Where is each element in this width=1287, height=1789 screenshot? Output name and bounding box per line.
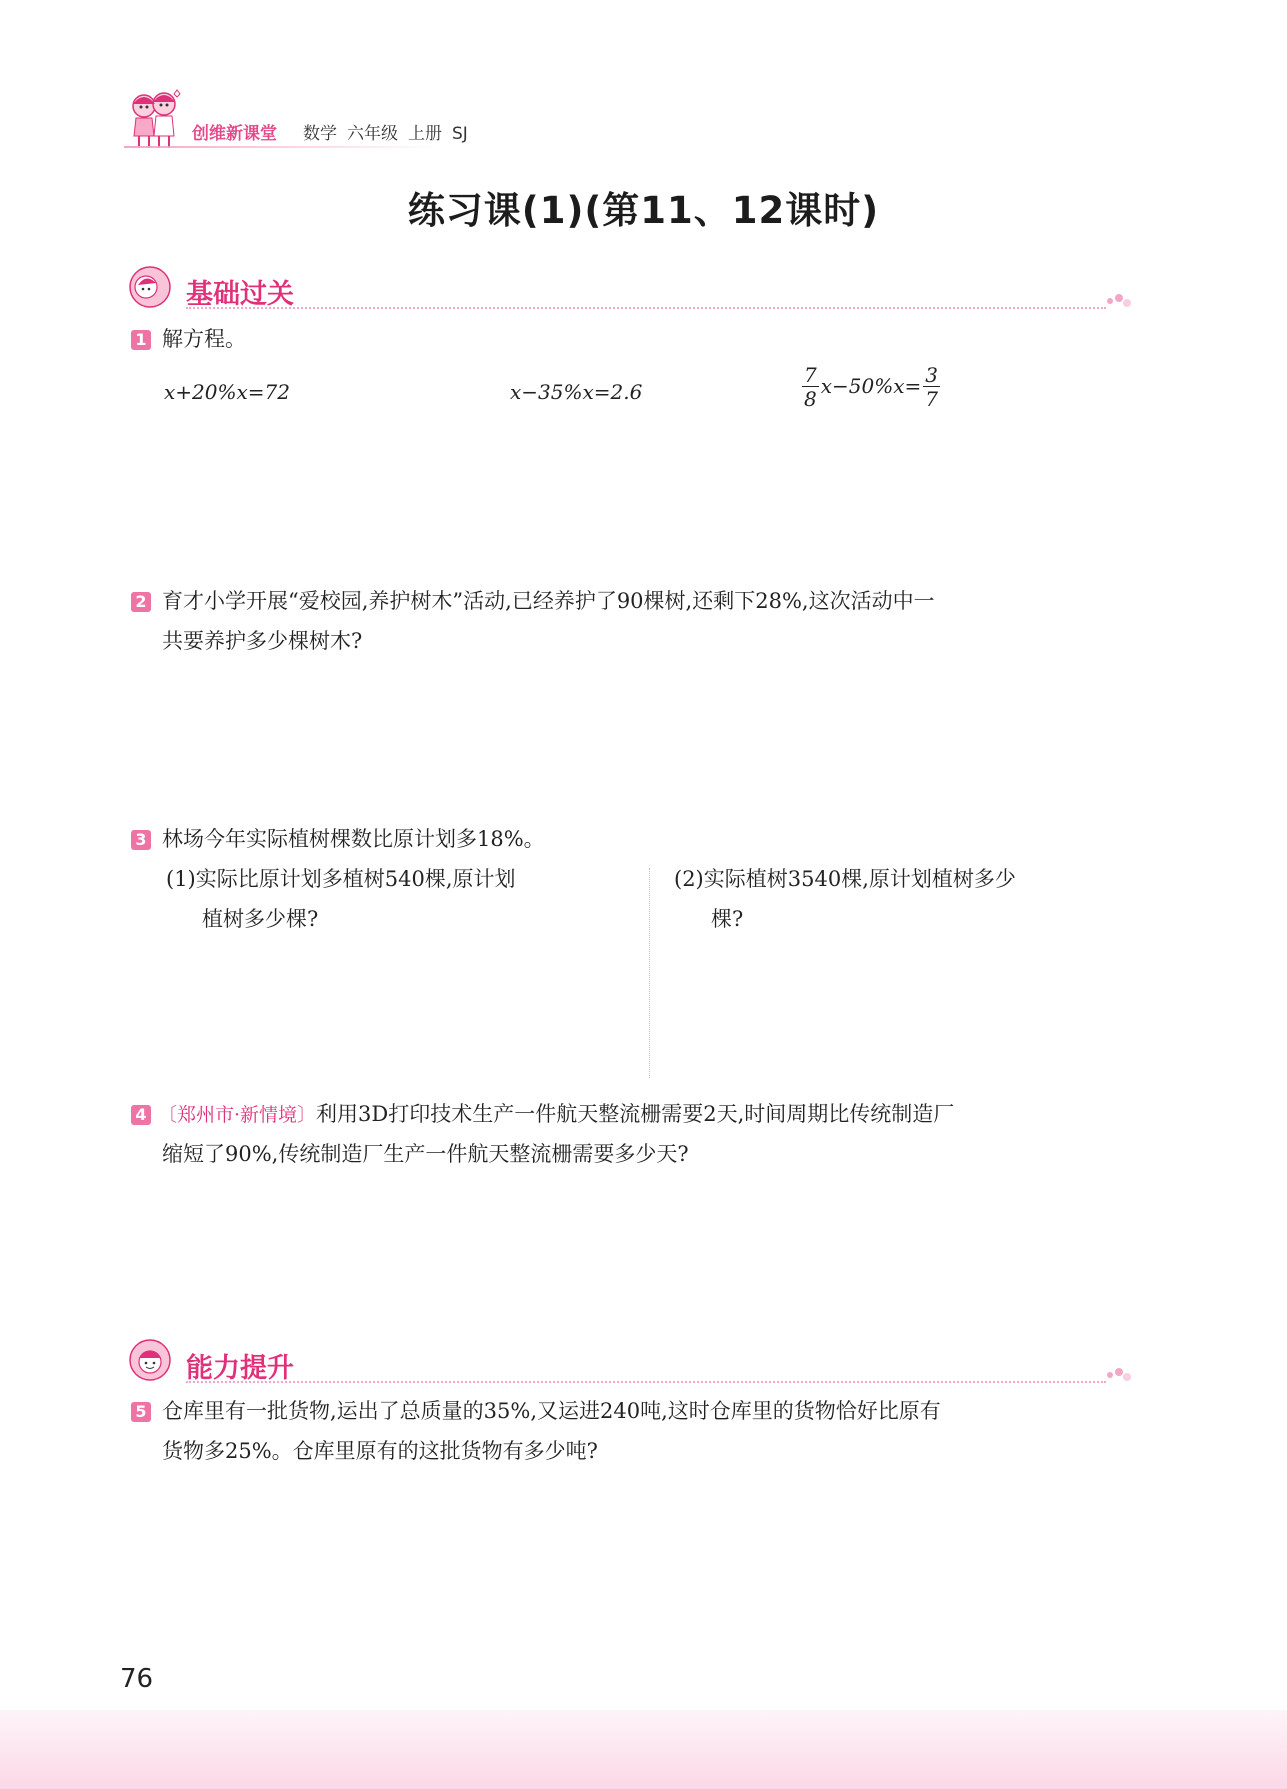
- question-3-sub-2-line-2: 棵?: [711, 907, 744, 931]
- decorative-dots-icon: [1106, 1368, 1132, 1382]
- question-number-badge: 5: [131, 1402, 151, 1422]
- volume: 上册: [408, 124, 442, 144]
- fraction-denominator: 7: [925, 387, 938, 411]
- question-1-text: 解方程。: [162, 327, 246, 351]
- question-number-badge: 4: [131, 1105, 151, 1125]
- brand-name: 创维新课堂: [192, 124, 277, 144]
- equation-middle: x−50%x=: [820, 374, 922, 398]
- section-advanced-divider: [186, 1381, 1106, 1383]
- globe-girl-icon: [128, 265, 172, 309]
- question-5-line-2: 货物多25%。仓库里原有的这批货物有多少吨?: [162, 1439, 598, 1463]
- question-2-line-1: 育才小学开展“爱校园,养护树木”活动,已经养护了90棵树,还剩下28%,这次活动中一: [162, 589, 935, 613]
- subject: 数学: [303, 124, 337, 144]
- fraction-three-sevenths: [923, 364, 940, 411]
- question-3-sub-2-line-1: (2)实际植树3540棵,原计划植树多少: [674, 867, 1016, 891]
- page-number: 76: [120, 1664, 154, 1694]
- question-number-badge: 1: [131, 330, 151, 350]
- equation-1: x+20%x=72: [164, 380, 290, 404]
- column-divider: [649, 868, 650, 1078]
- section-basic-divider: [186, 307, 1106, 309]
- question-3-text: 林场今年实际植树棵数比原计划多18%。: [162, 827, 545, 851]
- fraction-seven-eighths: [802, 364, 819, 411]
- question-5-line-1: 仓库里有一批货物,运出了总质量的35%,又运进240吨,这时仓库里的货物恰好比原有: [162, 1399, 941, 1423]
- header-divider: [124, 146, 444, 148]
- edition: SJ: [452, 124, 468, 144]
- fraction-numerator: 7: [804, 363, 817, 387]
- equation-3: [800, 364, 942, 411]
- equation-2: x−35%x=2.6: [510, 380, 643, 404]
- question-4-line-1: [158, 1094, 954, 1135]
- book-info: [303, 119, 478, 144]
- question-4-line-2: 缩短了90%,传统制造厂生产一件航天整流栅需要多少天?: [162, 1142, 689, 1166]
- bottom-decorative-band: [0, 1710, 1287, 1789]
- question-4-line-1-text: 利用3D打印技术生产一件航天整流栅需要2天,时间周期比传统制造厂: [316, 1102, 955, 1126]
- grade: 六年级: [347, 124, 398, 144]
- smiling-girl-icon: [128, 1338, 172, 1382]
- fraction-numerator: 3: [925, 363, 938, 387]
- question-number-badge: 2: [131, 592, 151, 612]
- fraction-denominator: 8: [804, 387, 817, 411]
- page-title: 练习课(1)(第11、12课时): [407, 189, 880, 232]
- question-number-badge: 3: [131, 830, 151, 850]
- source-tag: 〔郑州市·新情境〕: [158, 1104, 317, 1126]
- section-advanced-label: 能力提升: [186, 1353, 294, 1384]
- section-basic-label: 基础过关: [186, 279, 294, 310]
- question-3-sub-1-line-1: (1)实际比原计划多植树540棵,原计划: [166, 867, 516, 891]
- question-3-sub-1-line-2: 植树多少棵?: [202, 907, 319, 931]
- question-2-line-2: 共要养护多少棵树木?: [162, 629, 363, 653]
- decorative-dots-icon: [1106, 294, 1132, 308]
- cartoon-kids-logo-icon: [124, 88, 184, 150]
